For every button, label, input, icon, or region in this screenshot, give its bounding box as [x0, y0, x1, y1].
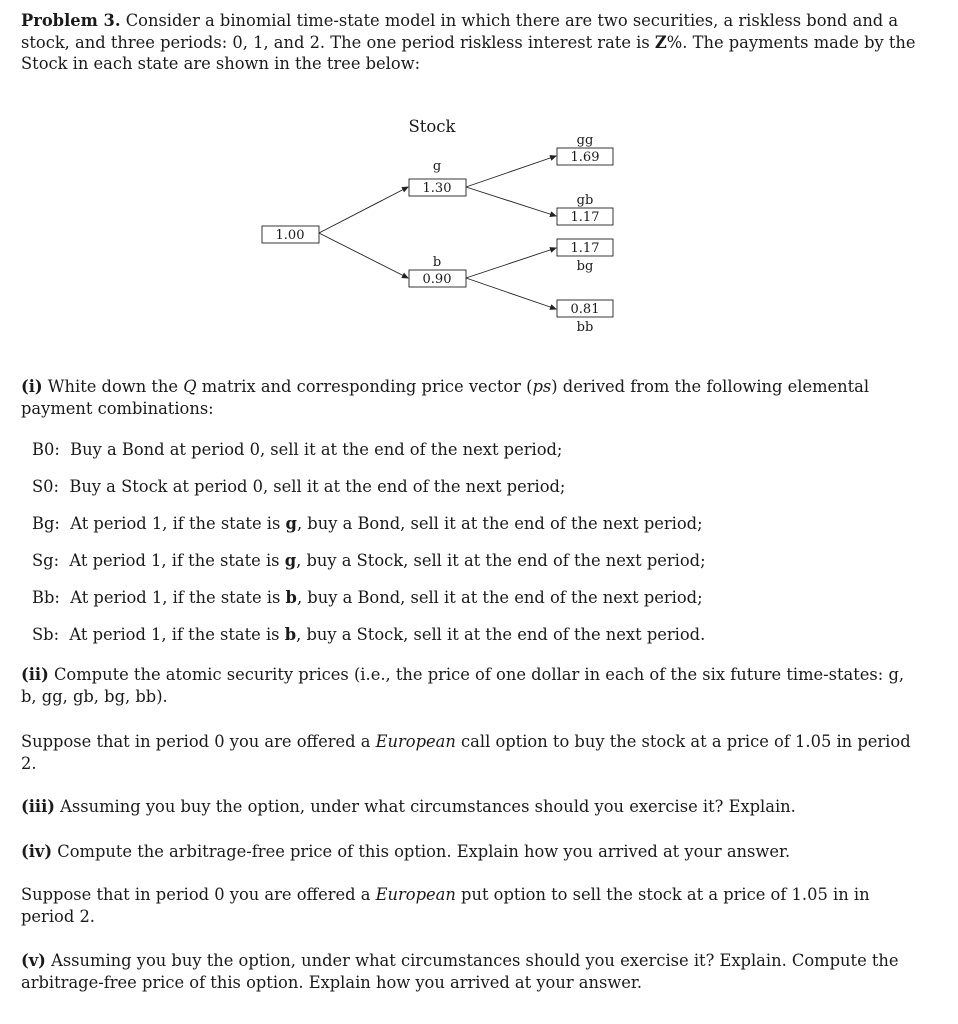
edge-root-g	[319, 187, 408, 233]
node-g-value: 1.30	[422, 181, 452, 196]
part-iii: (iii) Assuming you buy the option, under what circumstances should you exercise it? Explain.	[21, 797, 796, 816]
node-bb-value: 0.81	[570, 302, 600, 317]
part-iv: (iv) Compute the arbitrage-free price of this option. Explain how you arrived at your answer.	[21, 842, 791, 861]
part-i: (i) White down the Q matrix and corresponding price vector (ps) derived from the following elemental payment combinations:	[21, 377, 870, 418]
put-intro: Suppose that in period 0 you are offered a European put option to sell the stock at a price of 1.05 in in period 2.	[21, 885, 870, 926]
edge-b-bg	[466, 248, 556, 278]
node-gg-value: 1.69	[570, 150, 600, 165]
part-ii-label: (ii)	[21, 665, 49, 684]
part-i-label: (i)	[21, 377, 43, 396]
node-g-label: g	[432, 159, 442, 174]
node-b-value: 0.90	[422, 272, 452, 287]
edge-b-bb	[466, 278, 556, 309]
edge-g-gb	[466, 187, 556, 216]
problem-intro: Problem 3. Consider a binomial time-state model in which there are two securities, a riskless bond and a stock, and three periods: 0, 1, and 2. The one period riskless interest rate is Z%. The payments made by the Stock in each state are shown in the tree below:	[21, 11, 916, 73]
edge-g-gg	[466, 156, 556, 187]
edge-root-b	[319, 233, 408, 278]
combo-b0: B0: Buy a Bond at period 0, sell it at the end of the next period;	[32, 440, 563, 459]
node-bg-value: 1.17	[570, 241, 600, 256]
part-iv-label: (iv)	[21, 842, 53, 861]
part-ii: (ii) Compute the atomic security prices (i.e., the price of one dollar in each of the six future time-states: g, b, gg, gb, bg, bb).	[21, 665, 905, 706]
node-gg-label: gg	[576, 133, 594, 148]
tree-title: Stock	[408, 117, 456, 136]
combo-sg: Sg: At period 1, if the state is g, buy a Stock, sell it at the end of the next period;	[32, 551, 706, 570]
combo-sb: Sb: At period 1, if the state is b, buy a Stock, sell it at the end of the next period.	[32, 625, 706, 644]
node-gb-value: 1.17	[570, 210, 600, 225]
combo-s0: S0: Buy a Stock at period 0, sell it at the end of the next period;	[32, 477, 566, 496]
stock-tree-diagram	[0, 0, 958, 360]
part-v-label: (v)	[21, 951, 46, 970]
combo-bg: Bg: At period 1, if the state is g, buy a Bond, sell it at the end of the next period;	[32, 514, 703, 533]
part-v: (v) Assuming you buy the option, under what circumstances should you exercise it? Explain. Compute the arbitrage-free price of this option. Explain how you arrived at your answer.	[21, 951, 899, 992]
node-bb-label: bb	[576, 320, 594, 335]
node-gb-label: gb	[576, 193, 594, 208]
node-bg-label: bg	[576, 259, 594, 274]
combo-bb: Bb: At period 1, if the state is b, buy a Bond, sell it at the end of the next period;	[32, 588, 703, 607]
problem-heading: Problem 3.	[21, 11, 121, 30]
call-intro: Suppose that in period 0 you are offered a European call option to buy the stock at a price of 1.05 in period 2.	[21, 732, 911, 773]
part-iii-label: (iii)	[21, 797, 55, 816]
node-root-value: 1.00	[275, 228, 305, 243]
node-b-label: b	[432, 255, 442, 270]
